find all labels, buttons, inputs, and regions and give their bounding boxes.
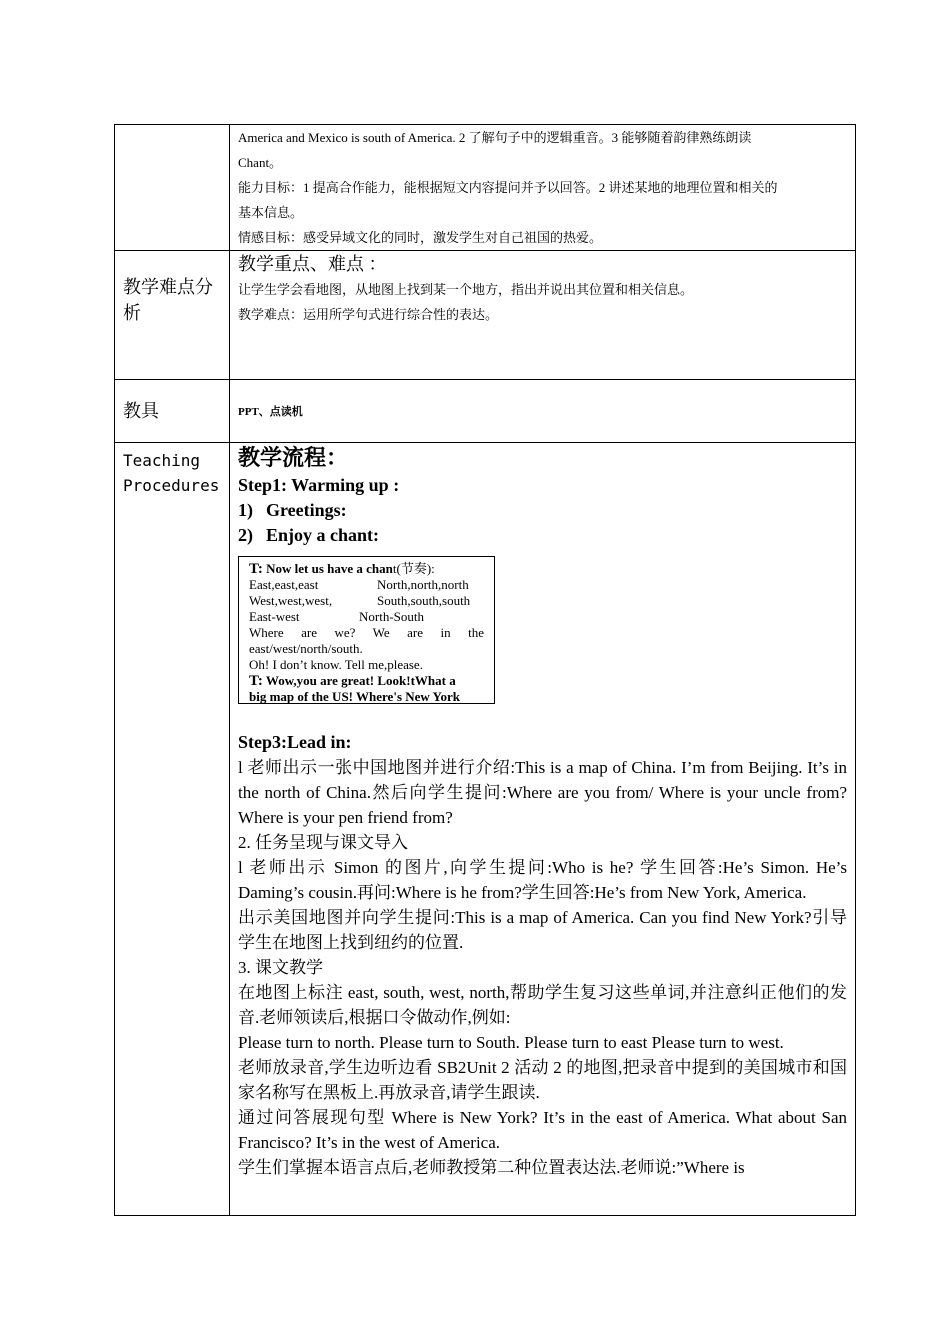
lesson-plan-table (114, 124, 856, 1216)
step3-heading: Step3:Lead in: (238, 732, 352, 752)
objectives-label-cell (115, 125, 230, 251)
chant-line: East-west North-South (249, 609, 424, 624)
tools-label: 教具 (115, 380, 230, 443)
chant-line: East,east,east North,north,north (249, 577, 469, 592)
chant-box (238, 556, 495, 704)
procedures-label: Teaching Procedures (115, 443, 230, 1216)
chant-line: West,west,west, South,south,south (249, 593, 471, 608)
objectives-row (115, 125, 856, 251)
chant-cut-line: big map of the US! Where's New York (249, 689, 461, 704)
procedure-paragraph: 通过问答展现句型 Where is New York? It’s in the east of America. What about San Francisco? It’s in the west of America. (238, 1108, 847, 1152)
procedure-paragraph: 老师放录音,学生边听边看 SB2Unit 2 活动 2 的地图,把录音中提到的美国城市和国家名称写在黑板上.再放录音,请学生跟读. (238, 1058, 847, 1102)
procedures-content (230, 443, 856, 1216)
tools-value: PPT、点读机 (238, 406, 303, 418)
difficulty-heading: 教学重点、难点 ： (238, 254, 387, 274)
difficulty-line: 教学难点：运用所学句式进行综合性的表达。 (238, 307, 499, 322)
procedure-paragraph: 2. 任务呈现与课文导入 (238, 833, 408, 852)
difficulty-content (230, 251, 856, 380)
step1-item: 1) Greetings: (238, 500, 347, 520)
procedure-paragraph: 出示美国地图并向学生提问:This is a map of America. Can you find New York?引导学生在地图上找到纽约的位置. (238, 908, 847, 952)
tools-row (115, 380, 856, 443)
chant-line: east/west/north/south. (249, 641, 363, 656)
procedure-paragraph: 在地图上标注 east, south, west, north,帮助学生复习这些单词,并注意纠正他们的发音.老师领读后,根据口令做动作,例如: (238, 983, 847, 1027)
procedure-paragraph: Please turn to north. Please turn to South. Please turn to east Please turn to west. (238, 1033, 784, 1052)
chant-line: Oh! I don’t know. Tell me,please. (249, 657, 423, 672)
objectives-line: America and Mexico is south of America. 2 了解句子中的逻辑重音。3 能够随着韵律熟练朗读 (238, 130, 752, 145)
difficulty-row (115, 251, 856, 380)
procedure-paragraph: 3. 课文教学 (238, 958, 323, 977)
procedure-paragraph: 学生们掌握本语言点后,老师教授第二种位置表达法.老师说:”Where is (238, 1158, 745, 1177)
objectives-line: 能力目标：1 提高合作能力，能根据短文内容提问并予以回答。2 讲述某地的地理位置和相关的 (238, 180, 778, 195)
step1-heading: Step1: Warming up : (238, 475, 400, 495)
chant-teacher-line: T: Wow,you are great! Look!tWhat a (249, 673, 456, 689)
tools-content (230, 380, 856, 443)
procedure-paragraph: l 老师出示 Simon 的图片,向学生提问:Who is he? 学生回答:He’s Simon. He’s Daming’s cousin.再问:Where is he from?学生回答:He’s from New York, America. (238, 858, 847, 902)
chant-teacher-line: T: Now let us have a chant(节奏): (249, 561, 435, 577)
chant-line: Where are we? We are in the (249, 625, 484, 640)
objectives-line: Chant。 (238, 155, 283, 170)
difficulty-label: 教学难点分析 (115, 251, 230, 380)
procedure-paragraph: l 老师出示一张中国地图并进行介绍:This is a map of China. I’m from Beijing. It’s in the north of China.然后向学生提问:Where are you from/ Where is your uncle from? Where is your pen friend from? (238, 758, 847, 827)
objectives-line: 情感目标：感受异域文化的同时，激发学生对自己祖国的热爱。 (238, 230, 603, 245)
procedures-title: 教学流程： (238, 445, 349, 470)
difficulty-line: 让学生学会看地图，从地图上找到某一个地方，指出并说出其位置和相关信息。 (238, 282, 694, 297)
procedures-row (115, 443, 856, 1216)
objectives-line: 基本信息。 (238, 205, 304, 220)
objectives-content (230, 125, 856, 251)
step1-item: 2) Enjoy a chant: (238, 525, 380, 545)
